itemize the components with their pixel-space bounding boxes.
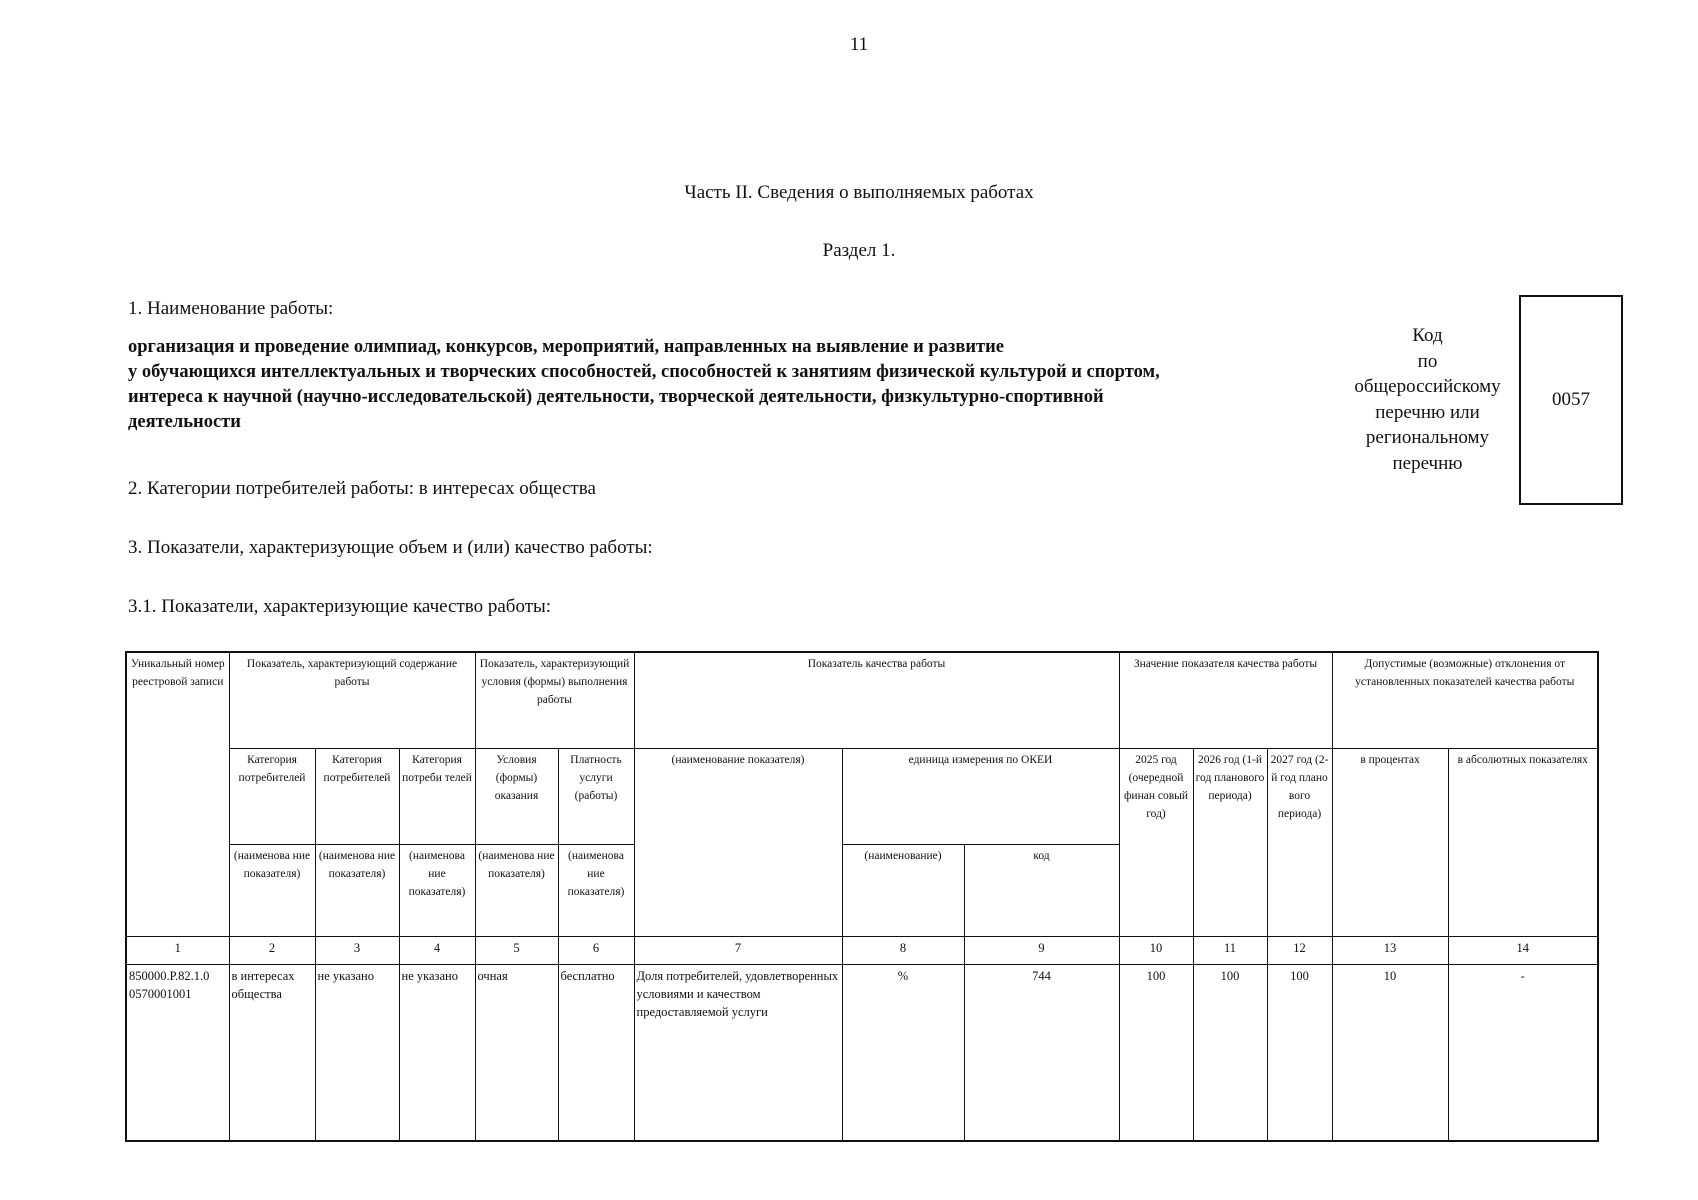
code-value-box [1519, 295, 1623, 505]
cell-payment: бесплатно [558, 964, 634, 1141]
item3: 3. Показатели, характеризующие объем и (или) качество работы: [128, 537, 653, 558]
cell-indicator-name: Доля потребителей, удовлетворенных условиями и качеством предоставляемой услуги [634, 964, 842, 1141]
header-in-percent: в процентах [1332, 748, 1448, 936]
page-number: 11 [849, 34, 869, 55]
section-title: Раздел 1. [822, 240, 896, 261]
code-label-line: Код [1412, 325, 1443, 346]
header-in-absolute: в абсолютных показателях [1448, 748, 1598, 936]
column-number: 6 [558, 936, 634, 964]
column-number: 13 [1332, 936, 1448, 964]
header-deviations: Допустимые (возможные) отклонения от установленных показателей качества работы [1332, 652, 1598, 748]
column-number: 10 [1119, 936, 1193, 964]
column-number: 5 [475, 936, 558, 964]
column-number: 7 [634, 936, 842, 964]
code-label-line: общероссийскому [1354, 376, 1501, 397]
cell-unit-name: % [842, 964, 964, 1141]
work-name-line: у обучающихся интеллектуальных и творческих способностей, способностей к занятиям физической культурой и спортом, [128, 362, 1160, 382]
code-label-line: перечню [1392, 452, 1463, 474]
column-number: 4 [399, 936, 475, 964]
work-name-line: организация и проведение олимпиад, конкурсов, мероприятий, направленных на выявление и развитие [128, 337, 1004, 357]
header-condition-form: Условия (формы) оказания [475, 748, 558, 844]
cell-category-2: не указано [315, 964, 399, 1141]
table-row [126, 964, 1598, 1141]
column-number: 8 [842, 936, 964, 964]
item2: 2. Категории потребителей работы: в интересах общества [128, 478, 596, 499]
header-quality-value: Значение показателя качества работы [1119, 652, 1332, 748]
cell-year-2027: 100 [1267, 964, 1332, 1141]
header-row-1 [126, 652, 1598, 748]
quality-table [125, 651, 1599, 1142]
cell-condition-form: очная [475, 964, 558, 1141]
item1-label: 1. Наименование работы: [128, 298, 334, 319]
code-label-line: региональному [1365, 427, 1490, 448]
header-category-2: Категория потребителей [315, 748, 399, 844]
code-label [1340, 323, 1515, 476]
header-year-2027: 2027 год (2-й год плано вого периода) [1267, 748, 1332, 936]
column-number: 11 [1193, 936, 1267, 964]
cell-in-percent: 10 [1332, 964, 1448, 1141]
header-unit-okei: единица измерения по ОКЕИ [842, 748, 1119, 844]
header-name-5: (наименова ние показателя) [558, 844, 634, 936]
header-name-1: (наименова ние показателя) [229, 844, 315, 936]
header-category-3: Категория потреби телей [399, 748, 475, 844]
header-name-4: (наименова ние показателя) [475, 844, 558, 936]
header-name-3: (наименова ние показателя) [399, 844, 475, 936]
code-value: 0057 [1552, 389, 1590, 410]
header-row-2 [126, 748, 1598, 844]
code-label-line: перечню или [1375, 401, 1480, 423]
cell-year-2025: 100 [1119, 964, 1193, 1141]
cell-in-absolute: - [1448, 964, 1598, 1141]
header-unit-name: (наименование) [842, 844, 964, 936]
header-conditions-indicator: Показатель, характеризующий условия (формы) выполнения работы [475, 652, 634, 748]
cell-unique-number: 850000.Р.82.1.0 0570001001 [126, 964, 229, 1141]
column-number: 1 [126, 936, 229, 964]
header-content-indicator: Показатель, характеризующий содержание работы [229, 652, 475, 748]
header-name-2: (наименова ние показателя) [315, 844, 399, 936]
column-number: 9 [964, 936, 1119, 964]
column-numbers-row [126, 936, 1598, 964]
item31: 3.1. Показатели, характеризующие качество работы: [128, 596, 552, 617]
column-number: 3 [315, 936, 399, 964]
header-category-1: Категория потребителей [229, 748, 315, 844]
column-number: 14 [1448, 936, 1598, 964]
header-year-2025: 2025 год (очередной финан совый год) [1119, 748, 1193, 936]
header-unique-number: Уникальный номер реестровой записи [126, 652, 229, 936]
work-name-line: интереса к научной (научно-исследовательской) деятельности, творческой деятельности, физкультурно-спортивной [128, 387, 1104, 407]
column-number: 2 [229, 936, 315, 964]
header-year-2026: 2026 год (1-й год планового периода) [1193, 748, 1267, 936]
header-payment: Платность услуги (работы) [558, 748, 634, 844]
header-indicator-name: (наименование показателя) [634, 748, 842, 936]
cell-unit-code: 744 [964, 964, 1119, 1141]
code-label-line: по [1417, 350, 1438, 372]
cell-category-3: не указано [399, 964, 475, 1141]
header-unit-code: код [964, 844, 1119, 936]
header-quality-indicator: Показатель качества работы [634, 652, 1119, 748]
cell-year-2026: 100 [1193, 964, 1267, 1141]
work-name-line: деятельности [128, 412, 241, 432]
cell-category-1: в интересах общества [229, 964, 315, 1141]
part-title: Часть II. Сведения о выполняемых работах [684, 182, 1034, 203]
column-number: 12 [1267, 936, 1332, 964]
work-name [128, 335, 1318, 435]
